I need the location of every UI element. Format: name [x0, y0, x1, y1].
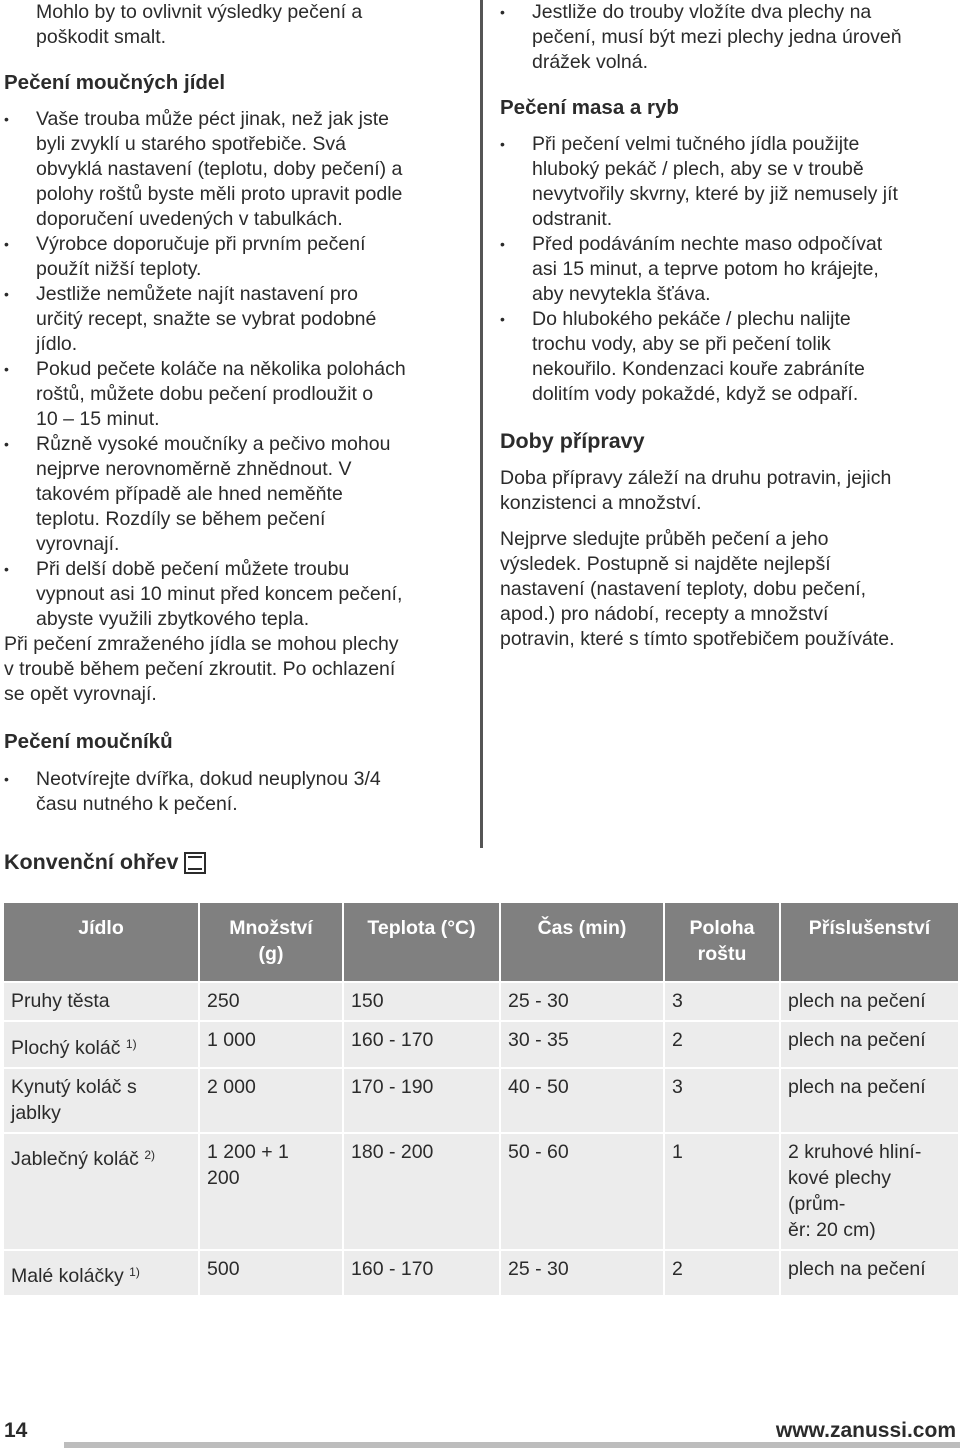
text-line: Jestliže nemůžete najít nastavení pro: [36, 283, 358, 305]
cell-temperature: [343, 982, 500, 1021]
cell-time: [500, 1250, 664, 1295]
cell-text: 1 200 + 1: [207, 1141, 289, 1163]
header-time: [500, 903, 664, 982]
text-line: trochu vody, aby se při pečení tolik: [532, 333, 831, 355]
header-text: Množství: [229, 917, 313, 939]
cell-text: 2: [672, 1258, 683, 1280]
table-row: [4, 982, 958, 1021]
intro-paragraph: [4, 0, 466, 50]
cell-time: [500, 1021, 664, 1068]
cell-text: 250: [207, 990, 240, 1012]
cell-text: 180 - 200: [351, 1141, 434, 1163]
text-line: asi 15 minut, a teprve potom ho krájejte,: [532, 258, 879, 280]
cell-text: 170 - 190: [351, 1076, 434, 1098]
cell-amount: [199, 1133, 343, 1250]
header-food: [4, 903, 199, 982]
cell-text: 1: [672, 1141, 683, 1163]
text-line: nekouřilo. Kondenzaci kouře zabráníte: [532, 358, 865, 380]
cell-text: 2: [672, 1029, 683, 1051]
text-line: Výrobce doporučuje při prvním pečení: [36, 233, 366, 255]
cell-text: 40 - 50: [508, 1076, 569, 1098]
text-line: teplotu. Rozdíly se během pečení: [36, 508, 326, 530]
pastry-heading: Pečení moučníků: [4, 730, 173, 753]
table-row: [4, 1021, 958, 1068]
header-text: Teplota (°C): [367, 917, 476, 939]
header-shelf-level: [664, 903, 780, 982]
conventional-heat-title: [4, 850, 206, 875]
cell-accessory: [780, 1021, 958, 1068]
list-item: [4, 357, 466, 432]
text-line: 10 – 15 minut.: [36, 408, 160, 430]
text-line: doporučení uvedených v tabulkách.: [36, 208, 343, 230]
header-text: Jídlo: [78, 917, 124, 939]
cell-time: [500, 1133, 664, 1250]
text-line: polohy roštů byste měli proto upravit podle: [36, 183, 403, 205]
text-line: v troubě během pečení zkroutit. Po ochlazení: [4, 658, 396, 680]
pastry-list: [4, 767, 466, 817]
text-line: Nejprve sledujte průběh pečení a jeho: [500, 528, 829, 550]
list-item: [500, 232, 958, 307]
header-text: (g): [258, 943, 284, 965]
table-row: [4, 1250, 958, 1295]
cell-text: plech na pečení: [788, 1029, 926, 1051]
list-item: [4, 282, 466, 357]
text-line: výsledek. Postupně si najděte nejlepší: [500, 553, 831, 575]
header-accessories: [780, 903, 958, 982]
cell-level: [664, 1250, 780, 1295]
cell-temperature: [343, 1250, 500, 1295]
header-text: Čas (min): [537, 917, 627, 939]
meat-heading: Pečení masa a ryb: [500, 96, 679, 119]
text-line: Při delší době pečení můžete troubu: [36, 558, 350, 580]
text-line: Doba přípravy záleží na druhu potravin, jejich: [500, 467, 892, 489]
cell-text: 3: [672, 990, 683, 1012]
cell-text: Pruhy těsta: [11, 990, 110, 1012]
right-column: [500, 0, 958, 652]
cell-level: [664, 982, 780, 1021]
cell-temperature: [343, 1021, 500, 1068]
list-item: [4, 767, 466, 817]
footnote-marker: 2): [144, 1148, 155, 1162]
cell-accessory: [780, 982, 958, 1021]
cell-text: Kynutý koláč s: [11, 1076, 137, 1098]
header-text: Poloha: [689, 917, 755, 939]
cell-text: 200: [207, 1167, 240, 1189]
header-text: Příslušenství: [808, 917, 931, 939]
conventional-heat-icon: [184, 852, 206, 874]
cell-text: 500: [207, 1258, 240, 1280]
top-list: [500, 0, 958, 75]
cell-accessory: [780, 1068, 958, 1133]
cell-amount: [199, 1021, 343, 1068]
text-line: času nutného k pečení.: [36, 793, 238, 815]
table-row: [4, 1068, 958, 1133]
cell-temperature: [343, 1068, 500, 1133]
text-line: hluboký pekáč / plech, aby se v troubě: [532, 158, 864, 180]
text-line: Neotvírejte dvířka, dokud neuplynou 3/4: [36, 768, 381, 790]
header-temperature: [343, 903, 500, 982]
cell-text: 150: [351, 990, 384, 1012]
cell-food: [4, 1250, 199, 1295]
text-line: dolitím vody pokaždé, když se odpaří.: [532, 383, 859, 405]
baking-table: [4, 903, 958, 1295]
baking-list: [4, 107, 466, 632]
cell-text: jablky: [11, 1102, 61, 1124]
text-line: použít nižší teploty.: [36, 258, 202, 280]
text-line: Při pečení zmraženého jídla se mohou plechy: [4, 633, 399, 655]
text-line: obvyklá nastavení (teplotu, doby pečení) a: [36, 158, 403, 180]
list-item: [4, 432, 466, 557]
table-header-row: [4, 903, 958, 982]
cell-text: 30 - 35: [508, 1029, 569, 1051]
text-line: drážek volná.: [532, 51, 648, 73]
frozen-paragraph: [4, 632, 466, 707]
cell-food: [4, 1133, 199, 1250]
cell-text: 2 000: [207, 1076, 256, 1098]
section-title-text: Konvenční ohřev: [4, 850, 179, 874]
text-line: takovém případě ale hned neměňte: [36, 483, 343, 505]
cell-level: [664, 1068, 780, 1133]
cell-text: plech na pečení: [788, 1076, 926, 1098]
cell-accessory: [780, 1250, 958, 1295]
cell-amount: [199, 1068, 343, 1133]
text-line: Pokud pečete koláče na několika polohách: [36, 358, 406, 380]
footnote-marker: 1): [125, 1037, 137, 1051]
text-line: pečení, musí být mezi plechy jedna úroveň: [532, 26, 902, 48]
cell-amount: [199, 982, 343, 1021]
times-paragraph-2: [500, 527, 958, 652]
cell-time: [500, 1068, 664, 1133]
text-line: vyrovnají.: [36, 533, 120, 555]
list-item: [500, 307, 958, 407]
text-line: abyste využili zbytkového tepla.: [36, 608, 310, 630]
baking-heading: Pečení moučných jídel: [4, 71, 226, 94]
text-line: Do hlubokého pekáče / plechu nalijte: [532, 308, 851, 330]
cell-text: Plochý koláč: [11, 1037, 121, 1059]
text-line: nastavení (nastavení teploty, dobu pečení,: [500, 578, 867, 600]
cell-text: 2 kruhové hliní-: [788, 1141, 922, 1163]
page-number: 14: [4, 1419, 28, 1442]
website-link[interactable]: www.zanussi.com: [775, 1419, 956, 1442]
text-line: nejprve nerovnoměrně zhnědnout. V: [36, 458, 352, 480]
text-line: apod.) pro nádobí, recepty a množství: [500, 603, 829, 625]
cell-text: plech na pečení: [788, 990, 926, 1012]
left-column: [4, 0, 466, 817]
cell-level: [664, 1133, 780, 1250]
footnote-marker: 1): [129, 1265, 140, 1279]
text-line: se opět vyrovnají.: [4, 683, 157, 705]
text-line: konzistenci a množství.: [500, 492, 702, 514]
text-line: Jestliže do trouby vložíte dva plechy na: [532, 1, 872, 23]
text-line: jídlo.: [36, 333, 78, 355]
cell-food: [4, 982, 199, 1021]
text-line: potravin, které s tímto spotřebičem používáte.: [500, 628, 895, 650]
text-line: Vaše trouba může péct jinak, než jak jste: [36, 108, 389, 130]
times-heading: Doby přípravy: [500, 429, 645, 453]
cell-amount: [199, 1250, 343, 1295]
cell-text: 160 - 170: [351, 1029, 434, 1051]
cell-text: Malé koláčky: [11, 1265, 124, 1287]
cell-text: plech na pečení: [788, 1258, 926, 1280]
text-line: Mohlo by to ovlivnit výsledky pečení a: [36, 1, 363, 23]
cell-text: 160 - 170: [351, 1258, 434, 1280]
column-divider: [480, 0, 483, 848]
cell-food: [4, 1068, 199, 1133]
cell-text: Jablečný koláč: [11, 1148, 139, 1170]
cell-text: 3: [672, 1076, 683, 1098]
list-item: [4, 232, 466, 282]
text-line: Různě vysoké moučníky a pečivo mohou: [36, 433, 391, 455]
text-line: aby nevytekla šťáva.: [532, 283, 711, 305]
cell-accessory: [780, 1133, 958, 1250]
text-line: roštů, můžete dobu pečení prodloužit o: [36, 383, 374, 405]
text-line: vypnout asi 10 minut před koncem pečení,: [36, 583, 403, 605]
cell-text: 25 - 30: [508, 990, 569, 1012]
list-item: [500, 132, 958, 232]
cell-time: [500, 982, 664, 1021]
header-amount: [199, 903, 343, 982]
cell-temperature: [343, 1133, 500, 1250]
list-item: [4, 107, 466, 232]
meat-list: [500, 132, 958, 407]
cell-text: ěr: 20 cm): [788, 1219, 876, 1241]
text-line: Před podáváním nechte maso odpočívat: [532, 233, 883, 255]
cell-text: 50 - 60: [508, 1141, 569, 1163]
header-text: roštu: [697, 943, 747, 965]
list-item: [500, 0, 958, 75]
text-line: Při pečení velmi tučného jídla použijte: [532, 133, 860, 155]
table-row: [4, 1133, 958, 1250]
cell-level: [664, 1021, 780, 1068]
text-line: poškodit smalt.: [36, 26, 167, 48]
times-paragraph-1: [500, 466, 958, 516]
text-line: odstranit.: [532, 208, 613, 230]
text-line: určitý recept, snažte se vybrat podobné: [36, 308, 377, 330]
cell-text: 1 000: [207, 1029, 256, 1051]
cell-food: [4, 1021, 199, 1068]
list-item: [4, 557, 466, 632]
text-line: byli zvyklí u starého spotřebiče. Svá: [36, 133, 346, 155]
cell-text: 25 - 30: [508, 1258, 569, 1280]
footer-rule: [64, 1442, 960, 1448]
cell-text: kové plechy (prům-: [788, 1167, 891, 1215]
text-line: nevytvořily skvrny, které by již nemusely jít: [532, 183, 898, 205]
